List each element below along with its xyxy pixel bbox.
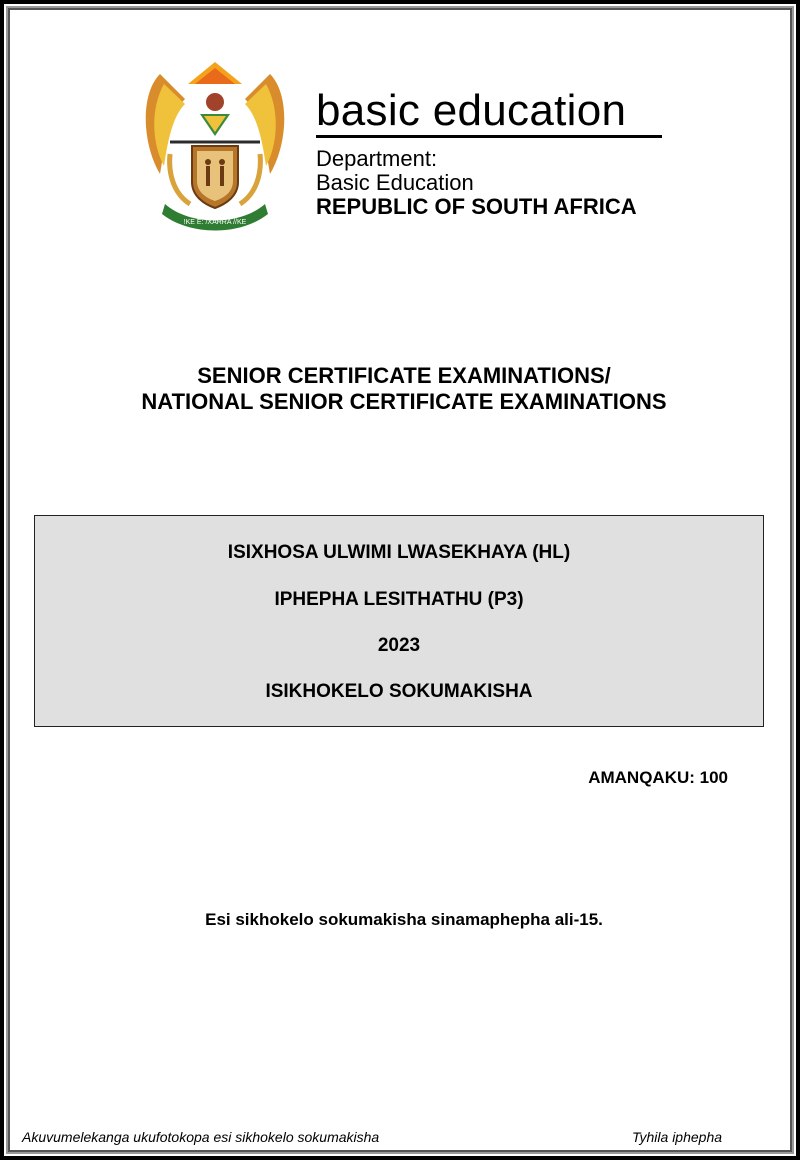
country-name: REPUBLIC OF SOUTH AFRICA <box>316 194 637 219</box>
south-africa-coat-of-arms-icon <box>140 54 290 234</box>
turn-page-note: Tyhila iphepha <box>632 1129 723 1145</box>
subject-box <box>34 515 764 727</box>
department-name: Basic Education <box>316 170 474 195</box>
paper-number: IPHEPHA LESITHATHU (P3) <box>274 589 524 610</box>
copy-notice: Akuvumelekanga ukufotokopa esi sikhokelo sokumakisha <box>22 1129 380 1145</box>
subject-name: ISIXHOSA ULWIMI LWASEKHAYA (HL) <box>227 542 571 563</box>
crest-motto: !KE E: /XARRA //KE <box>183 219 247 226</box>
brand-title: basic education <box>316 86 627 135</box>
exam-title-line2: NATIONAL SENIOR CERTIFICATE EXAMINATIONS <box>141 389 667 414</box>
total-marks: AMANQAKU: 100 <box>588 768 728 787</box>
page-count-note: Esi sikhokelo sokumakisha sinamaphepha ali-15. <box>205 910 603 929</box>
document-type: ISIKHOKELO SOKUMAKISHA <box>265 681 533 702</box>
department-label: Department: <box>316 146 438 171</box>
exam-title-line1: SENIOR CERTIFICATE EXAMINATIONS/ <box>197 363 611 388</box>
exam-year: 2023 <box>377 635 421 656</box>
brand-divider <box>316 135 662 138</box>
